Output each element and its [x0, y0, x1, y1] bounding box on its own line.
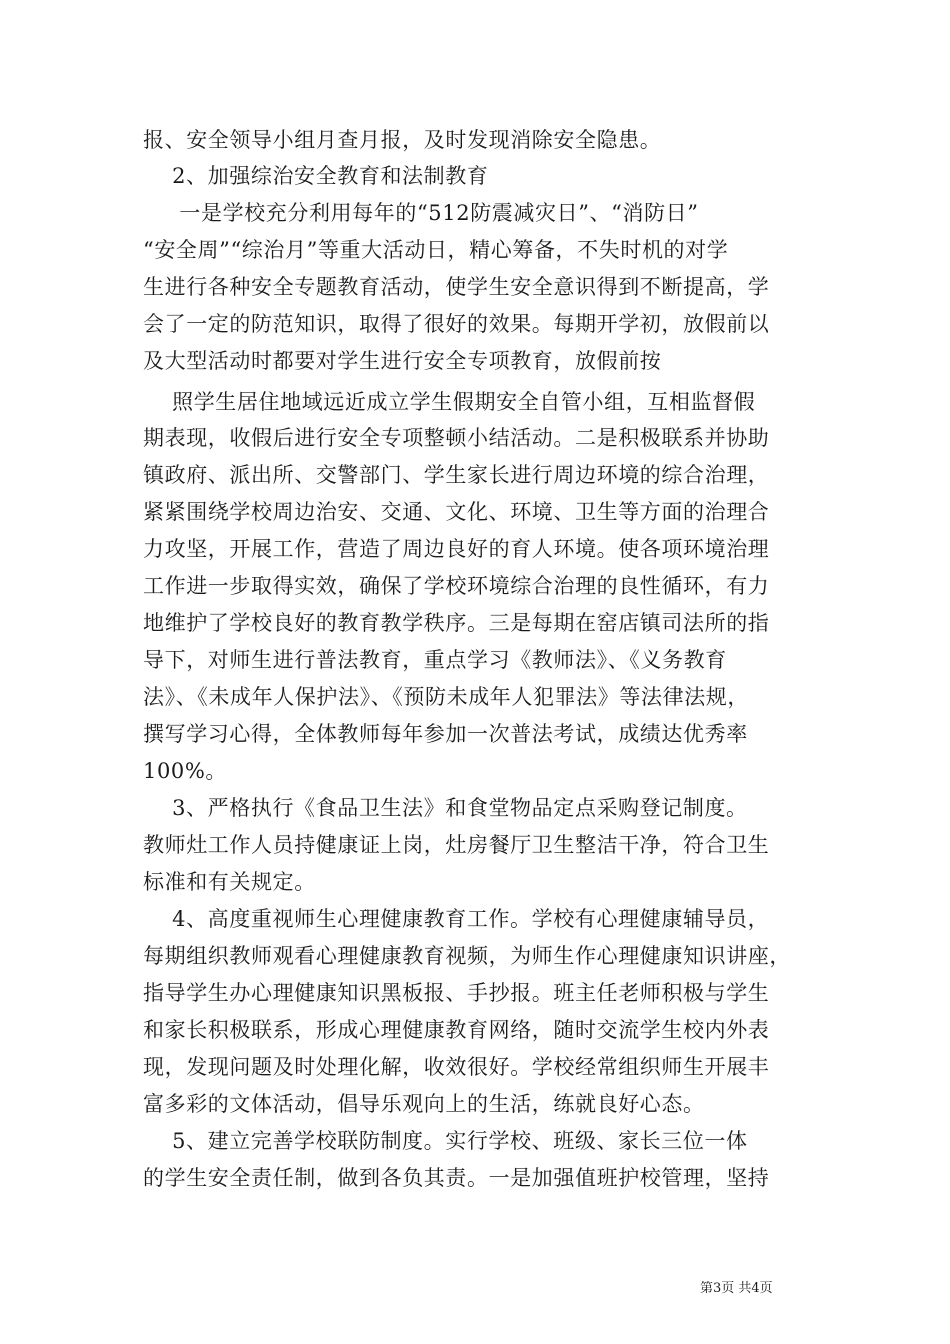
section-heading: 3、严格执行《食品卫生法》和食堂物品定点采购登记制度。: [143, 796, 748, 820]
text-line: 报、安全领导小组月查月报，及时发现消除安全隐患。: [143, 128, 662, 152]
text-line: 生进行各种安全专题教育活动，使学生安全意识得到不断提高，学: [143, 275, 770, 299]
text-line: 教师灶工作人员持健康证上岗，灶房餐厅卫生整洁干净，符合卫生: [143, 833, 770, 857]
text-line: 一是学校充分利用每年的“512防震减灾日”、“消防日”: [143, 201, 699, 225]
section-heading: 2、加强综治安全教育和法制教育: [143, 164, 489, 188]
text-line: 及大型活动时都要对学生进行安全专项教育，放假前按: [143, 349, 662, 373]
section-heading: 5、建立完善学校联防制度。实行学校、班级、家长三位一体: [143, 1129, 748, 1153]
text-line: “安全周”“综治月”等重大活动日，精心筹备，不失时机的对学: [143, 238, 729, 262]
text-line: 法》、《未成年人保护法》、《预防未成年人犯罪法》等法律法规，: [143, 685, 749, 709]
text-line: 力攻坚，开展工作，营造了周边良好的育人环境。使各项环境治理: [143, 537, 770, 561]
text-line: 工作进一步取得实效，确保了学校环境综合治理的良性循环，有力: [143, 574, 770, 598]
text-line: 指导学生办心理健康知识黑板报、手抄报。班主任老师积极与学生: [143, 981, 770, 1005]
text-line: 富多彩的文体活动，倡导乐观向上的生活，练就良好心态。: [143, 1092, 705, 1116]
text-line: 标准和有关规定。: [143, 870, 316, 894]
section-heading: 4、高度重视师生心理健康教育工作。学校有心理健康辅导员，: [143, 907, 770, 931]
text-line: 照学生居住地域远近成立学生假期安全自管小组，互相监督假: [143, 390, 756, 414]
text-line: 镇政府、派出所、交警部门、学生家长进行周边环境的综合治理，: [143, 463, 770, 487]
text-line: 撰写学习心得，全体教师每年参加一次普法考试，成绩达优秀率: [143, 722, 748, 746]
page-number: 第3页 共4页: [700, 1281, 773, 1296]
text-line: 地维护了学校良好的教育教学秩序。三是每期在窑店镇司法所的指: [143, 611, 770, 635]
text-line: 期表现，收假后进行安全专项整顿小结活动。二是积极联系并协助: [143, 426, 770, 450]
text-line: 和家长积极联系，形成心理健康教育网络，随时交流学生校内外表: [143, 1018, 770, 1042]
text-line: 每期组织教师观看心理健康教育视频，为师生作心理健康知识讲座，: [143, 944, 791, 968]
text-line: 现，发现问题及时处理化解，收效很好。学校经常组织师生开展丰: [143, 1055, 770, 1079]
text-line: 的学生安全责任制，做到各负其责。一是加强值班护校管理，坚持: [143, 1166, 770, 1190]
text-line: 会了一定的防范知识，取得了很好的效果。每期开学初，放假前以: [143, 312, 770, 336]
text-line: 导下，对师生进行普法教育，重点学习《教师法》、《义务教育: [143, 648, 727, 672]
text-line: 100%。: [143, 759, 228, 783]
text-line: 紧紧围绕学校周边治安、交通、文化、环境、卫生等方面的治理合: [143, 500, 770, 524]
